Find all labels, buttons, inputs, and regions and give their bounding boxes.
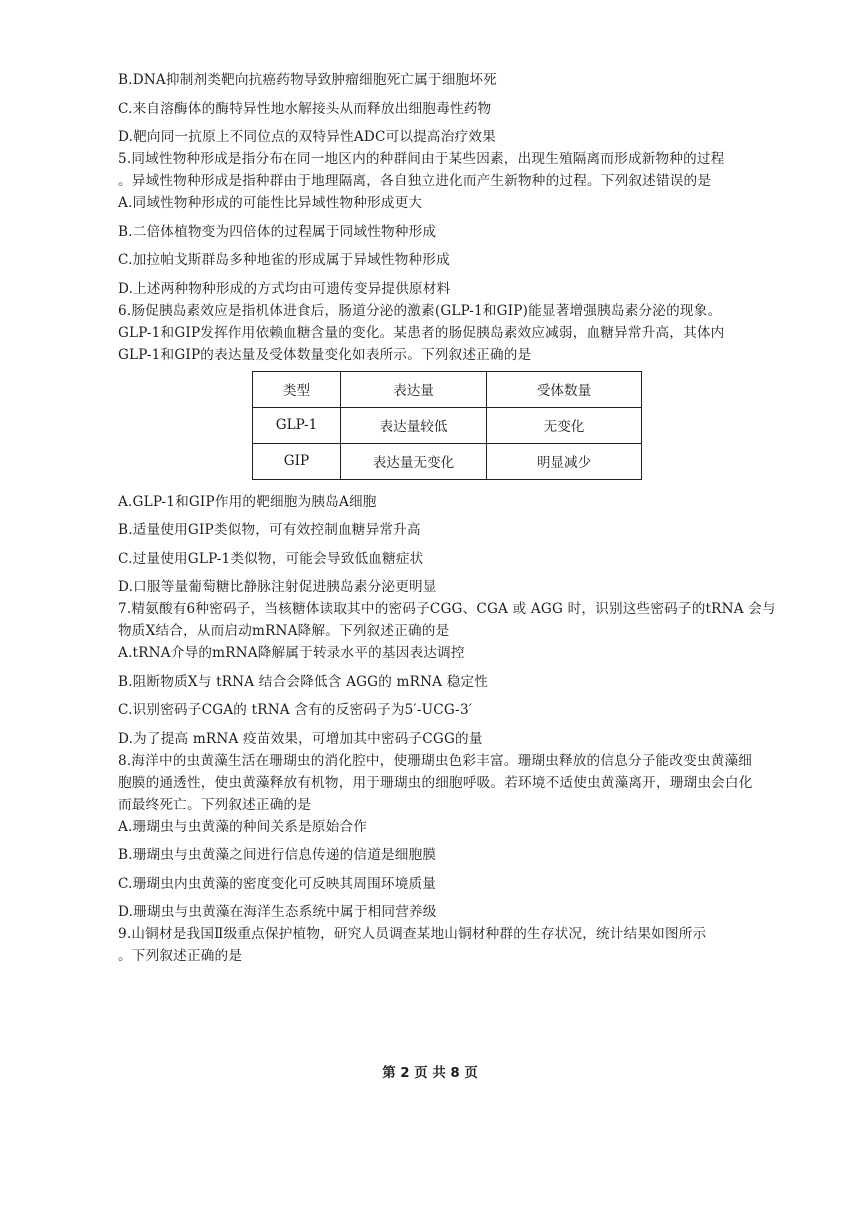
q8-stem-line-1: 8.海洋中的虫黄藻生活在珊瑚虫的消化腔中，使珊瑚虫色彩丰富。珊瑚虫释放的信息分子能改变虫黄藻细 [118,752,753,769]
q6-option-d: D.口服等量葡萄糖比静脉注射促进胰岛素分泌更明显 [118,579,437,595]
page-content [118,70,778,968]
q6-option-b: B.适量使用GIP类似物，可有效控制血糖异常升高 [118,522,421,538]
q6-stem-line-3: GLP-1和GIP的表达量及受体数量变化如表所示。下列叙述正确的是 [118,346,532,363]
table-header-row [253,371,642,407]
q5-option-b: B.二倍体植物变为四倍体的过程属于同域性物种形成 [118,223,437,240]
q4-option-b: B.DNA抑制剂类靶向抗癌药物导致肿瘤细胞死亡属于细胞坏死 [118,72,497,88]
q8-option-c: C.珊瑚虫内虫黄藻的密度变化可反映其周围环境质量 [118,875,437,892]
q5-option-c: C.加拉帕戈斯群岛多种地雀的形成属于异域性物种形成 [118,252,450,268]
table-header-cell: 类型 [253,371,341,407]
table-row [253,443,642,479]
table-cell: 表达量较低 [341,407,487,443]
q8-option-d: D.珊瑚虫与虫黄藻在海洋生态系统中属于相同营养级 [118,904,437,920]
q8-stem-line-2: 胞膜的通透性，使虫黄藻释放有机物，用于珊瑚虫的细胞呼吸。若环境不适使虫黄藻离开，珊瑚虫会白化 [118,774,753,791]
receptor-table [252,371,642,480]
table-cell: 无变化 [487,407,642,443]
table-header-cell: 表达量 [341,371,487,407]
q6-option-a: A.GLP-1和GIP作用的靶细胞为胰岛A细胞 [118,493,377,510]
q4-option-c: C.来自溶酶体的酶特异性地水解接头从而释放出细胞毒性药物 [118,100,492,117]
q6-stem-line-2: GLP-1和GIP发挥作用依赖血糖含量的变化。某患者的肠促胰岛素效应减弱，血糖异常升高，其体内 [118,324,725,341]
table-cell: 表达量无变化 [341,443,487,479]
q5-stem-line-1: 5.同域性物种形成是指分布在同一地区内的种群间由于某些因素，出现生殖隔离而形成新物种的过程 [118,151,725,167]
table-row [253,407,642,443]
table-cell: 明显减少 [487,443,642,479]
q8-option-a: A.珊瑚虫与虫黄藻的种间关系是原始合作 [118,818,368,835]
q7-stem-line-2: 物质X结合，从而启动mRNA降解。下列叙述正确的是 [118,623,450,639]
q6-option-c: C.过量使用GLP-1类似物，可能会导致低血糖症状 [118,550,424,567]
q8-option-b: B.珊瑚虫与虫黄藻之间进行信息传递的信道是细胞膜 [118,847,437,863]
q4-option-d: D.靶向同一抗原上不同位点的双特异性ADC可以提高治疗效果 [118,129,496,145]
q7-option-a: A.tRNA介导的mRNA降解属于转录水平的基因表达调控 [118,645,465,661]
q7-option-c: C.识别密码子CGA的 tRNA 含有的反密码子为5′-UCG-3′ [118,702,473,718]
q7-option-b: B.阻断物质X与 tRNA 结合会降低含 AGG的 mRNA 稳定性 [118,673,489,690]
table-cell: GIP [253,443,341,479]
q8-stem-line-3: 而最终死亡。下列叙述正确的是 [118,796,312,813]
table-cell: GLP-1 [253,407,341,443]
q7-option-d: D.为了提高 mRNA 疫苗效果，可增加其中密码子CGG的量 [118,730,483,747]
q5-option-a: A.同域性物种形成的可能性比异域性物种形成更大 [118,195,423,211]
page-number-footer: 第 2 页 共 8 页 [382,1066,478,1081]
q5-option-d: D.上述两种物种形成的方式均由可遗传变异提供原材料 [118,280,451,297]
table-header-cell: 受体数量 [487,371,642,407]
q9-stem-line-2: 。下列叙述正确的是 [118,948,243,964]
q6-stem-line-1: 6.肠促胰岛素效应是指机体进食后，肠道分泌的激素(GLP-1和GIP)能显著增强胰岛素分泌的现象。 [118,302,722,319]
q7-stem-line-1: 7.精氨酸有6种密码子，当核糖体读取其中的密码子CGG、CGA 或 AGG 时，识别这些密码子的tRNA 会与 [118,601,776,617]
q5-stem-line-2: 。异域性物种形成是指种群由于地理隔离，各自独立进化而产生新物种的过程。下列叙述错误的是 [118,173,712,189]
q9-stem-line-1: 9.山铜材是我国Ⅱ级重点保护植物，研究人员调查某地山铜材种群的生存状况，统计结果如图所示 [118,926,707,942]
